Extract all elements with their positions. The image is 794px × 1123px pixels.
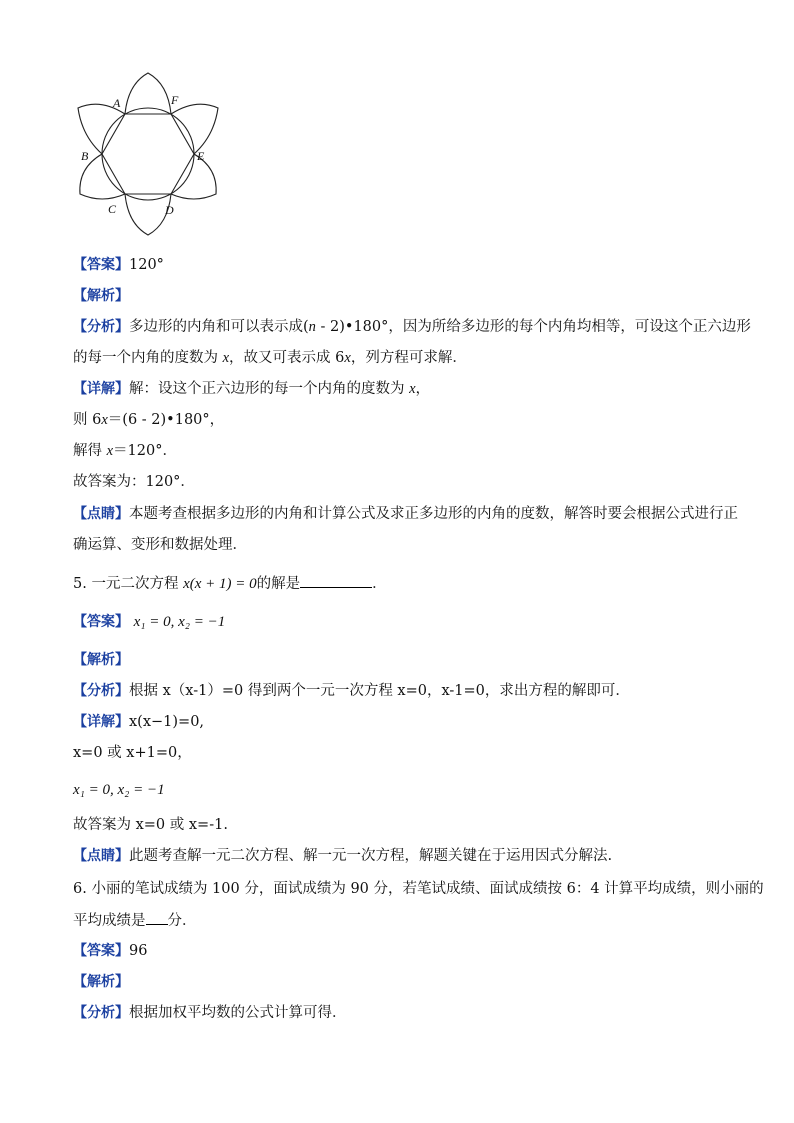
label-a: A bbox=[113, 96, 121, 110]
answer-value: 96 bbox=[129, 943, 148, 959]
q5-dianjing-line bbox=[73, 846, 612, 866]
step-text: 故答案为：120°． bbox=[73, 474, 195, 490]
q4-dianjing-line-2 bbox=[73, 535, 247, 555]
hexagon-petal-figure bbox=[68, 68, 228, 240]
label-c: C bbox=[108, 202, 117, 216]
xiangjie-tag: 【详解】 bbox=[73, 714, 129, 730]
q4-step-3 bbox=[73, 472, 195, 492]
fenxi-text: 根据 x（x-1）=0 得到两个一元一次方程 x=0，x-1=0，求出方程的解即可． bbox=[129, 683, 630, 699]
xiangjie-tag: 【详解】 bbox=[73, 381, 129, 397]
answer-tag: 【答案】 bbox=[73, 257, 129, 273]
answer-blank[interactable] bbox=[300, 573, 372, 588]
step-text: 则 6 bbox=[73, 412, 102, 428]
question-text: 分． bbox=[167, 913, 197, 929]
label-e: E bbox=[197, 149, 205, 163]
xiangjie-text: x(x−1)=0, bbox=[129, 714, 205, 730]
q6-question-line-2 bbox=[73, 910, 197, 931]
petal-upper-right bbox=[171, 104, 218, 154]
question-text: 平均成绩是 bbox=[73, 913, 146, 929]
dianjing-text: 此题考查解一元二次方程、解一元一次方程，解题关键在于运用因式分解法. bbox=[129, 848, 613, 864]
step-text: ＝(6 - 2)•180°， bbox=[107, 412, 225, 428]
q4-fenxi-line-2 bbox=[73, 348, 467, 368]
jiexi-tag: 【解析】 bbox=[73, 974, 129, 990]
q4-answer-line bbox=[73, 255, 164, 275]
jiexi-tag: 【解析】 bbox=[73, 652, 129, 668]
q6-answer-line bbox=[73, 941, 147, 961]
question-equation: x(x + 1) = 0 bbox=[183, 576, 257, 592]
q6-fenxi-line bbox=[73, 1003, 347, 1023]
q5-fenxi-line bbox=[73, 681, 630, 701]
fenxi-text: - 2)•180°，因为所给多边形的每个内角均相等，可设这个正六边形 bbox=[315, 319, 751, 335]
xiangjie-text: ， bbox=[415, 381, 431, 397]
answer-tag: 【答案】 bbox=[73, 614, 129, 630]
q5-xiangjie-line bbox=[73, 712, 204, 732]
question-text: ． bbox=[372, 576, 387, 592]
xiangjie-text: 解：设这个正六边形的每一个内角的度数为 bbox=[129, 381, 410, 397]
fenxi-tag: 【分析】 bbox=[73, 1005, 129, 1021]
fenxi-text: ，列方程可求解． bbox=[350, 350, 467, 366]
answer-value: 120° bbox=[129, 257, 164, 273]
q4-step-1 bbox=[73, 410, 224, 430]
step-text: ＝120°． bbox=[113, 443, 177, 459]
label-b: B bbox=[81, 149, 89, 163]
answer-tag: 【答案】 bbox=[73, 943, 129, 959]
q4-dianjing-line-1 bbox=[73, 504, 738, 524]
step-text: 故答案为 x=0 或 x=-1. bbox=[73, 817, 228, 833]
answer-blank[interactable] bbox=[146, 910, 168, 925]
fenxi-tag: 【分析】 bbox=[73, 319, 129, 335]
dianjing-tag: 【点睛】 bbox=[73, 506, 129, 522]
petal-upper-left bbox=[78, 104, 125, 154]
question-text: 的解是 bbox=[256, 576, 301, 592]
q5-step-2 bbox=[73, 780, 165, 800]
q4-xiangjie-line bbox=[73, 379, 430, 399]
fenxi-tag: 【分析】 bbox=[73, 683, 129, 699]
q5-answer-line bbox=[73, 612, 225, 632]
q6-question-line-1 bbox=[73, 879, 764, 899]
var-x: x bbox=[344, 350, 351, 366]
question-text: 5. 一元二次方程 bbox=[73, 576, 184, 592]
var-x: x bbox=[101, 412, 108, 428]
label-f: F bbox=[171, 93, 179, 107]
q5-step-1 bbox=[73, 743, 192, 763]
q4-fenxi-line-1 bbox=[73, 317, 751, 337]
question-text: 6. 小丽的笔试成绩为 100 分，面试成绩为 90 分，若笔试成绩、面试成绩按 6：4 计算平均成绩，则小丽的 bbox=[73, 881, 764, 897]
dianjing-text: 确运算、变形和数据处理． bbox=[73, 537, 247, 553]
q6-jiexi-heading bbox=[73, 972, 129, 992]
answer-equation: x₁ = 0, x₂ = −1 bbox=[133, 614, 226, 630]
fenxi-text: ，故又可表示成 6 bbox=[229, 350, 345, 366]
q5-jiexi-heading bbox=[73, 650, 129, 670]
fenxi-text: 根据加权平均数的公式计算可得． bbox=[129, 1005, 347, 1021]
step-text: 解得 bbox=[73, 443, 107, 459]
var-x: x bbox=[409, 381, 416, 397]
var-n: n bbox=[308, 319, 316, 335]
var-x: x bbox=[106, 443, 114, 459]
fenxi-text: 多边形的内角和可以表示成( bbox=[129, 319, 309, 335]
regular-hexagon bbox=[102, 114, 194, 194]
fenxi-text: 的每一个内角的度数为 bbox=[73, 350, 223, 366]
step-text: x=0 或 x+1=0， bbox=[73, 745, 192, 761]
q5-step-3 bbox=[73, 815, 228, 835]
label-d: D bbox=[165, 203, 174, 217]
dianjing-tag: 【点睛】 bbox=[73, 848, 129, 864]
q4-step-2 bbox=[73, 441, 177, 461]
dianjing-text: 本题考查根据多边形的内角和计算公式及求正多边形的内角的度数，解答时要会根据公式进行正 bbox=[129, 506, 738, 522]
q4-jiexi-heading bbox=[73, 286, 129, 306]
step-equation: x₁ = 0, x₂ = −1 bbox=[73, 782, 165, 798]
var-x: x bbox=[222, 350, 230, 366]
jiexi-tag: 【解析】 bbox=[73, 288, 129, 304]
q5-question bbox=[73, 573, 387, 594]
circumscribed-circle bbox=[102, 108, 194, 200]
